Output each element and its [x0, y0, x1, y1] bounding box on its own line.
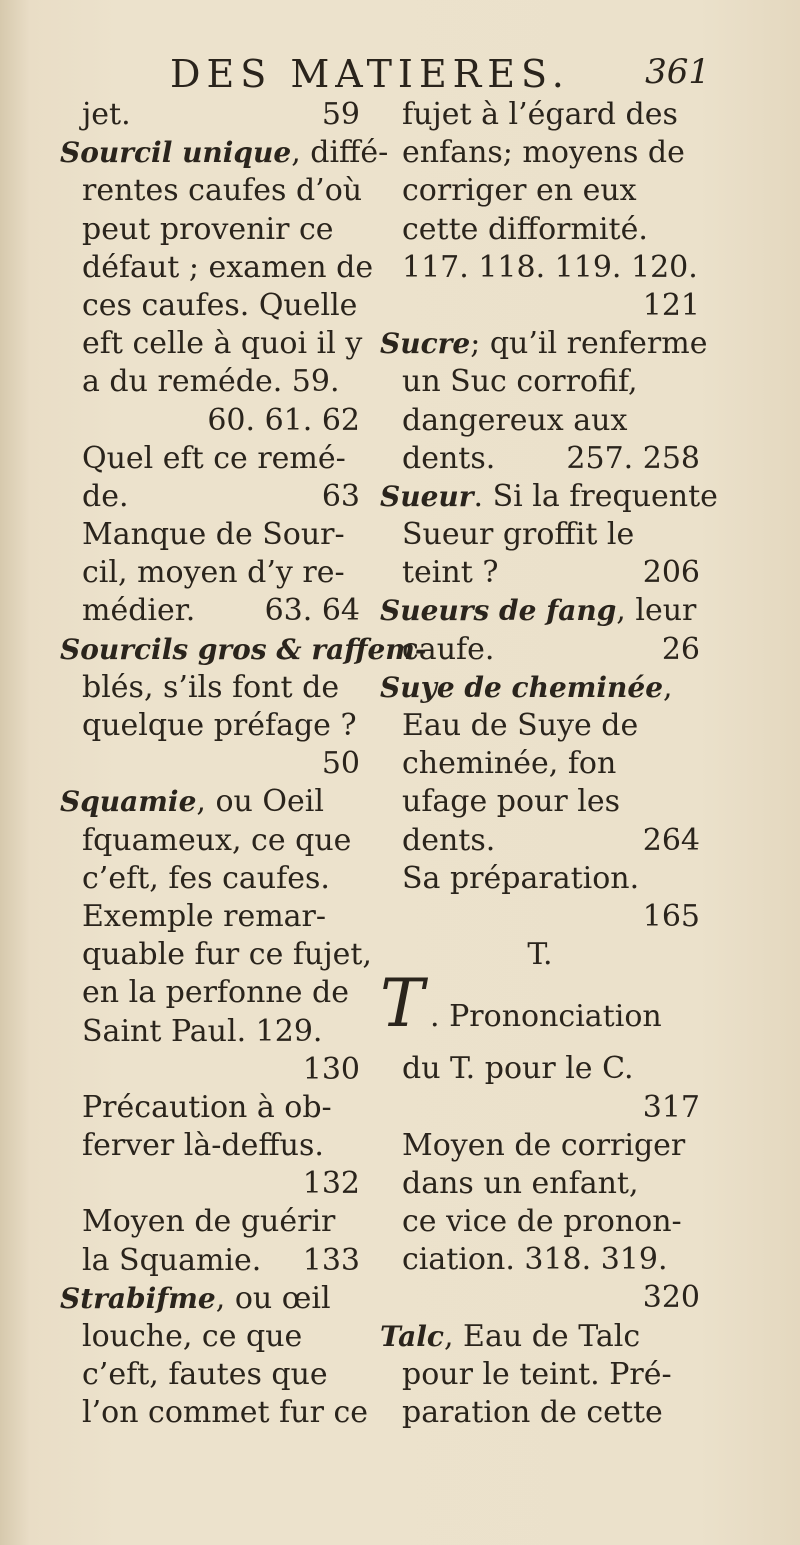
- index-entry-text: quelque préfage ?: [82, 708, 357, 743]
- index-entry-text: jet.: [82, 97, 131, 132]
- index-line: [60, 1394, 369, 1432]
- index-entry-text: la Squamie.: [82, 1242, 262, 1278]
- left-index-column: [60, 96, 427, 1433]
- index-entry-text: Précaution à ob-: [82, 1089, 332, 1125]
- index-line: [60, 1280, 360, 1318]
- index-line: [60, 974, 360, 1012]
- index-entry-text: eft celle à quoi il y: [82, 326, 363, 362]
- index-line: [380, 96, 700, 134]
- index-line: [60, 516, 360, 554]
- index-entry-text: fujet à l’égard des: [402, 97, 678, 132]
- index-entry-text: cette difformité.: [402, 211, 648, 247]
- index-line: [60, 1089, 360, 1127]
- index-line: [60, 325, 363, 363]
- index-line: [60, 898, 360, 936]
- index-entry-text: de.: [82, 478, 129, 514]
- index-line: [380, 1089, 700, 1127]
- index-entry-text: Eau de Suye de: [402, 708, 639, 743]
- index-line: [380, 172, 700, 210]
- index-entry-text: ferver là-deffus.: [82, 1128, 324, 1164]
- index-line: [60, 745, 360, 783]
- index-line: [60, 822, 360, 860]
- index-line: [380, 1127, 700, 1165]
- index-entry-text: Sueur groffit le: [402, 517, 635, 553]
- index-line: [60, 96, 360, 134]
- index-entry-text: dents.: [402, 822, 496, 858]
- section-letter: T.: [527, 937, 553, 973]
- page-number: 361: [645, 52, 710, 92]
- index-headword: Sourcils gros & raffem-: [60, 632, 427, 666]
- index-entry-text: Saint Paul. 129.: [82, 1013, 323, 1049]
- index-line: [380, 1203, 700, 1241]
- index-line: [380, 898, 700, 936]
- index-entry-text: Exemple remar-: [82, 898, 327, 934]
- index-headword: Talc, Eau de Talc: [380, 1318, 641, 1354]
- index-line: [380, 249, 700, 287]
- index-line: [380, 402, 700, 440]
- page-reference: 26: [661, 631, 700, 667]
- index-entry-text: cheminée, fon: [402, 746, 617, 782]
- index-line: [60, 172, 363, 210]
- index-line: [380, 936, 700, 974]
- index-line: [380, 1050, 700, 1088]
- index-line: [60, 1318, 360, 1356]
- index-entry-text: teint ?: [402, 555, 499, 591]
- index-line: [60, 1165, 360, 1203]
- index-line: [380, 287, 700, 325]
- index-line: [60, 669, 360, 707]
- index-entry-text: 117. 118. 119. 120.: [402, 249, 698, 285]
- page-reference: 121: [642, 287, 700, 323]
- index-headword: Strabifme, ou œil: [60, 1280, 331, 1316]
- index-line: [380, 669, 700, 707]
- index-entry-text: c’eft, fes caufes.: [82, 860, 330, 896]
- index-line: [60, 287, 360, 325]
- index-headword: Sueur. Si la frequente: [380, 478, 718, 514]
- index-line: [60, 783, 360, 821]
- index-entry-text: défaut ; examen de: [82, 249, 374, 285]
- index-entry-text: peut provenir ce: [82, 211, 334, 247]
- index-line: [380, 822, 700, 860]
- index-entry-text: ce vice de pronon-: [402, 1204, 682, 1240]
- running-header: [170, 52, 710, 96]
- index-entry-text: cil, moyen d’y re-: [82, 555, 345, 591]
- index-headword: Suye de cheminée,: [380, 669, 673, 705]
- index-entry-text: fquameux, ce que: [82, 822, 352, 858]
- index-line: [60, 860, 360, 898]
- index-line: [60, 592, 360, 630]
- index-entry-text: dents.: [402, 440, 496, 476]
- index-entry-text: Sa préparation.: [402, 860, 640, 896]
- index-line: [60, 134, 389, 172]
- index-line: [60, 707, 360, 745]
- index-line: [380, 134, 700, 172]
- index-line: [380, 592, 700, 630]
- right-index-column: [380, 96, 718, 1432]
- index-line: [380, 1241, 700, 1279]
- index-entry-text: Moyen de corriger: [402, 1127, 686, 1163]
- index-entry-text: T . Prononciation: [380, 965, 662, 1043]
- index-line: [380, 1165, 700, 1203]
- index-entry-text: Quel eft ce remé-: [82, 440, 346, 476]
- index-line: [380, 631, 700, 669]
- index-line: [60, 631, 427, 669]
- index-entry-text: quable fur ce fujet,: [82, 937, 372, 973]
- index-entry-text: du T. pour le C.: [402, 1051, 634, 1087]
- index-line: [380, 707, 700, 745]
- page-reference: 133: [302, 1242, 360, 1278]
- index-line: [60, 1203, 360, 1241]
- index-line: [60, 440, 360, 478]
- index-entry-text: paration de cette: [402, 1395, 663, 1430]
- index-line: [60, 936, 372, 974]
- page-reference: 59: [321, 97, 360, 132]
- index-entry-text: blés, s’ils font de: [82, 669, 340, 705]
- index-headword: Squamie, ou Oeil: [60, 784, 324, 820]
- index-line: [60, 1356, 360, 1394]
- index-line: [380, 211, 700, 249]
- page-reference: 63. 64: [264, 593, 360, 629]
- page-reference: 60. 61. 62: [207, 402, 360, 438]
- index-entry-text: pour le teint. Pré-: [402, 1356, 672, 1392]
- index-line: [380, 860, 700, 898]
- index-line: [60, 1013, 360, 1051]
- page-reference: 63: [321, 478, 360, 514]
- index-entry-text: Moyen de guérir: [82, 1204, 336, 1240]
- index-entry-text: louche, ce que: [82, 1319, 303, 1354]
- index-entry-text: ces caufes. Quelle: [82, 287, 358, 323]
- index-line: [380, 1279, 700, 1317]
- index-line: [60, 478, 360, 516]
- index-entry-text: l’on commet fur ce: [82, 1395, 369, 1431]
- index-line: [380, 516, 700, 554]
- index-line: [60, 1242, 360, 1280]
- page-reference: 257. 258: [566, 440, 700, 476]
- index-line: [60, 1127, 360, 1165]
- header-title: DES MATIERES.: [170, 52, 570, 96]
- index-entry-text: dans un enfant,: [402, 1165, 639, 1201]
- index-line: [380, 478, 718, 516]
- index-entry-text: en la perfonne de: [82, 975, 349, 1011]
- page-reference: 130: [302, 1051, 360, 1087]
- index-entry-text: un Suc corrofif,: [402, 364, 638, 400]
- index-line: [380, 1356, 700, 1394]
- index-entry-text: Manque de Sour-: [82, 517, 345, 553]
- index-line: [380, 965, 700, 1050]
- page-reference: 264: [642, 822, 700, 858]
- index-line: [380, 440, 700, 478]
- index-line: [380, 363, 700, 401]
- index-headword: Sourcil unique, diffé-: [60, 135, 389, 171]
- index-entry-text: rentes caufes d’où: [82, 173, 363, 209]
- index-entry-text: caufe.: [402, 631, 495, 667]
- page-reference: 50: [321, 746, 360, 782]
- index-line: [60, 402, 360, 440]
- index-entry-text: ufage pour les: [402, 784, 621, 820]
- index-line: [380, 783, 700, 821]
- index-line: [380, 325, 708, 363]
- index-entry-text: dangereux aux: [402, 402, 628, 438]
- page-reference: 206: [642, 555, 700, 591]
- index-line: [60, 554, 360, 592]
- page-reference: 132: [302, 1166, 360, 1202]
- index-line: [60, 249, 374, 287]
- index-line: [60, 363, 360, 401]
- page-reference: 320: [642, 1280, 700, 1316]
- index-entry-text: enfans; moyens de: [402, 135, 685, 171]
- index-line: [60, 1051, 360, 1089]
- index-entry-text: ciation. 318. 319.: [402, 1242, 668, 1278]
- index-line: [380, 1318, 700, 1356]
- index-entry-text: médier.: [82, 593, 196, 629]
- page-reference: 317: [642, 1089, 700, 1125]
- index-headword: Sucre; qu’il renferme: [380, 326, 708, 362]
- index-entry-text: c’eft, fautes que: [82, 1357, 328, 1393]
- index-entry-text: corriger en eux: [402, 173, 637, 209]
- page-reference: 165: [642, 898, 700, 934]
- index-line: [60, 211, 360, 249]
- index-line: [380, 745, 700, 783]
- index-entry-text: a du reméde. 59.: [82, 364, 340, 400]
- index-line: [380, 1394, 700, 1432]
- index-headword: Sueurs de fang, leur: [380, 593, 697, 629]
- index-line: [380, 554, 700, 592]
